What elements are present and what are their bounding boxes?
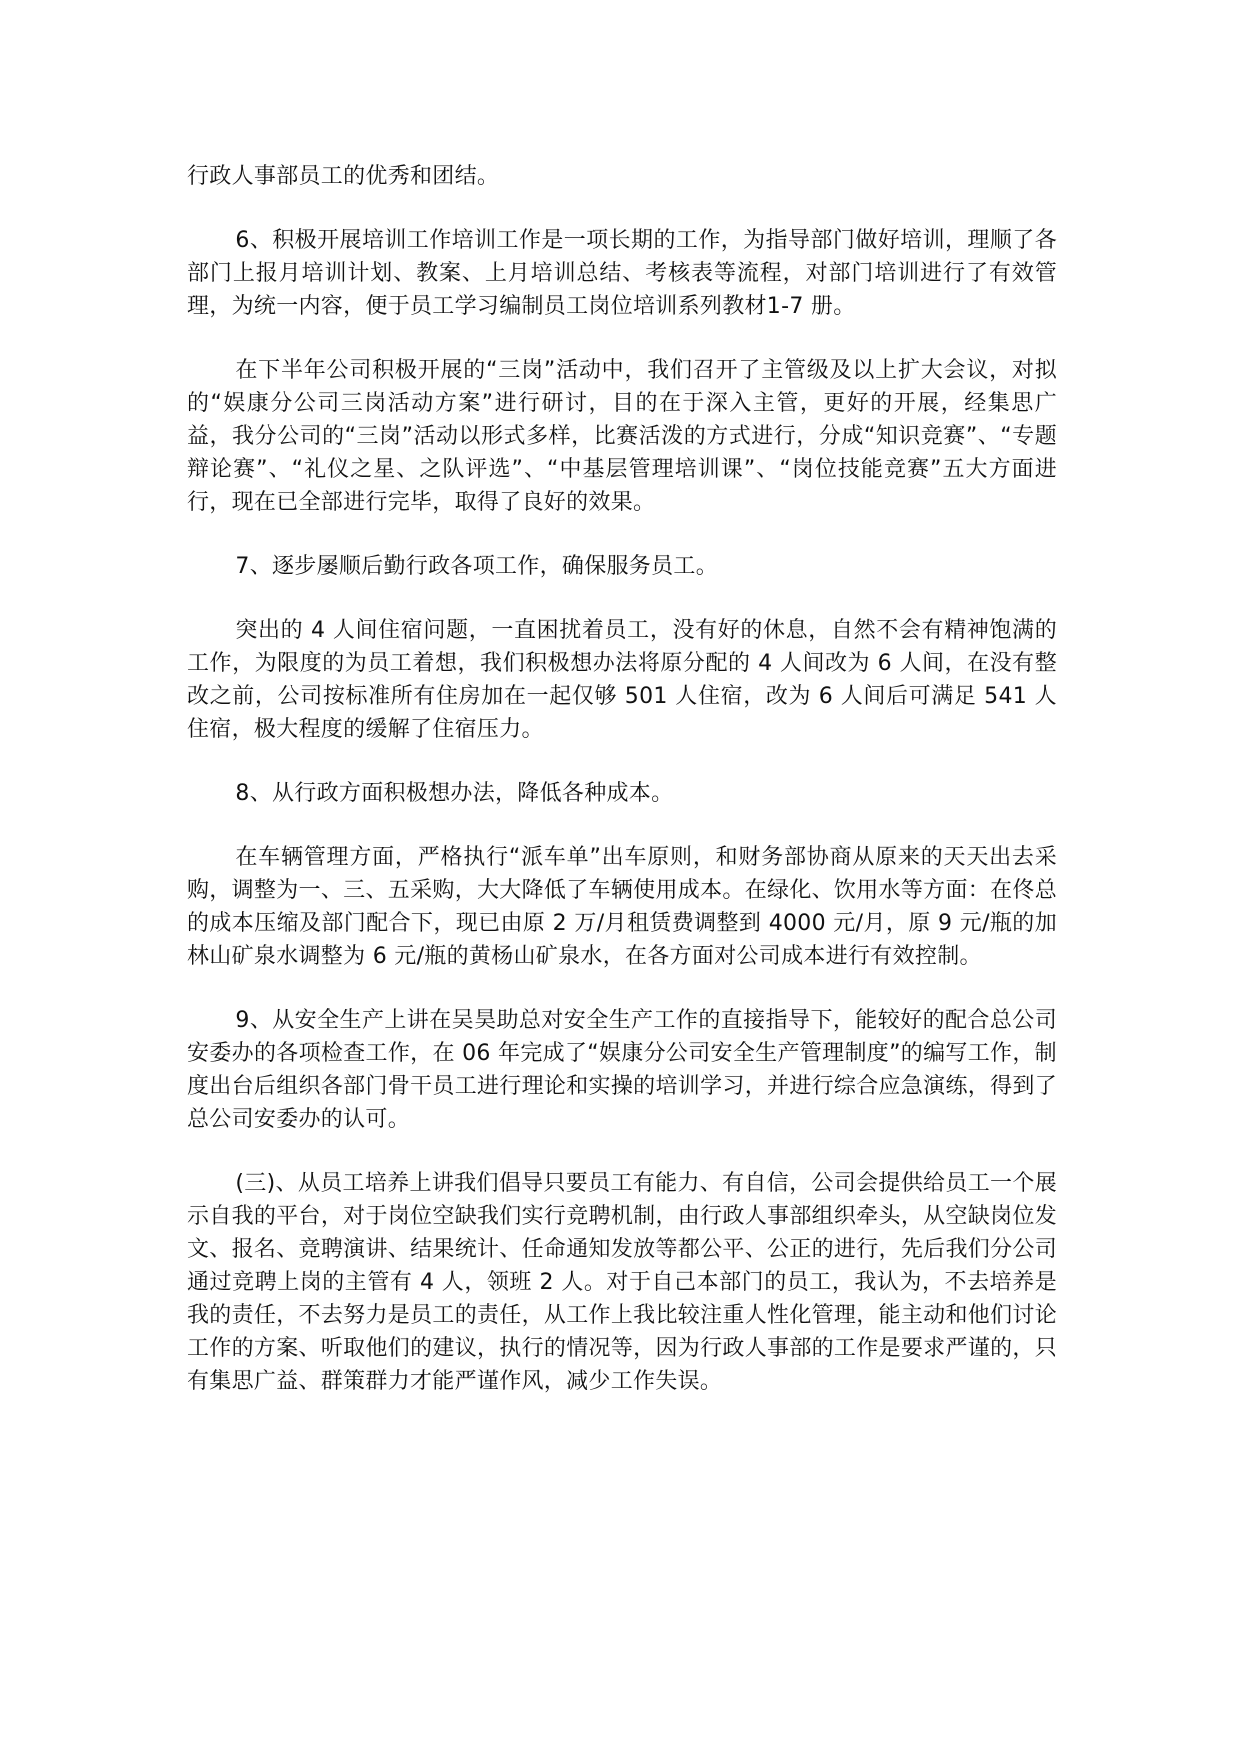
paragraph-safety-production: 9、从安全生产上讲在吴昊助总对安全生产工作的直接指导下，能较好的配合总公司安委办的各项检查工作，在 06 年完成了“娱康分公司安全生产管理制度”的编写工作，制度出台后组织各部门骨干员工进行理论和实操的培训学习，并进行综合应急演练，得到了总公司安委办的认可。: [187, 1008, 1057, 1132]
paragraph-dormitory: 突出的 4 人间住宿问题，一直困扰着员工，没有好的休息，自然不会有精神饱满的工作，为限度的为员工着想，我们积极想办法将原分配的 4 人间改为 6 人间，在没有整改之前，公司按标准所有住房加在一起仅够 501 人住宿，改为 6 人间后可满足 541 人住宿，极大程度的缓解了住宿压力。: [187, 618, 1057, 742]
paragraph-three-posts-activity: 在下半年公司积极开展的“三岗”活动中，我们召开了主管级及以上扩大会议，对拟的“娱康分公司三岗活动方案”进行研讨，目的在于深入主管，更好的开展，经集思广益，我分公司的“三岗”活动以形式多样，比赛活泼的方式进行，分成“知识竞赛”、“专题辩论赛”、“礼仪之星、之队评选”、“中基层管理培训课”、“岗位技能竞赛”五大方面进行，现在已全部进行完毕，取得了良好的效果。: [187, 358, 1057, 515]
paragraph-training: 6、积极开展培训工作培训工作是一项长期的工作，为指导部门做好培训，理顺了各部门上报月培训计划、教案、上月培训总结、考核表等流程，对部门培训进行了有效管理，为统一内容，便于员工学习编制员工岗位培训系列教材1-7 册。: [187, 228, 1057, 319]
paragraph-cost-heading: 8、从行政方面积极想办法，降低各种成本。: [235, 781, 674, 806]
paragraph-continuation: 行政人事部员工的优秀和团结。: [187, 164, 500, 189]
paragraph-logistics-heading: 7、逐步屡顺后勤行政各项工作，确保服务员工。: [235, 554, 718, 579]
paragraph-vehicle-management: 在车辆管理方面，严格执行“派车单”出车原则，和财务部协商从原来的天天出去采购，调整为一、三、五采购，大大降低了车辆使用成本。在绿化、饮用水等方面：在佟总的成本压缩及部门配合下，现已由原 2 万/月租赁费调整到 4000 元/月，原 9 元/瓶的加林山矿泉水调整为 6 元/瓶的黄杨山矿泉水，在各方面对公司成本进行有效控制。: [187, 845, 1057, 969]
document-body: [187, 160, 1057, 1429]
paragraph-staff-development: (三)、从员工培养上讲我们倡导只要员工有能力、有自信，公司会提供给员工一个展示自我的平台，对于岗位空缺我们实行竞聘机制，由行政人事部组织牵头，从空缺岗位发文、报名、竞聘演讲、结果统计、任命通知发放等都公平、公正的进行，先后我们分公司通过竞聘上岗的主管有 4 人，领班 2 人。对于自己本部门的员工，我认为，不去培养是我的责任，不去努力是员工的责任，从工作上我比较注重人性化管理，能主动和他们讨论工作的方案、听取他们的建议，执行的情况等，因为行政人事部的工作是要求严谨的，只有集思广益、群策群力才能严谨作风，减少工作失误。: [187, 1171, 1057, 1394]
